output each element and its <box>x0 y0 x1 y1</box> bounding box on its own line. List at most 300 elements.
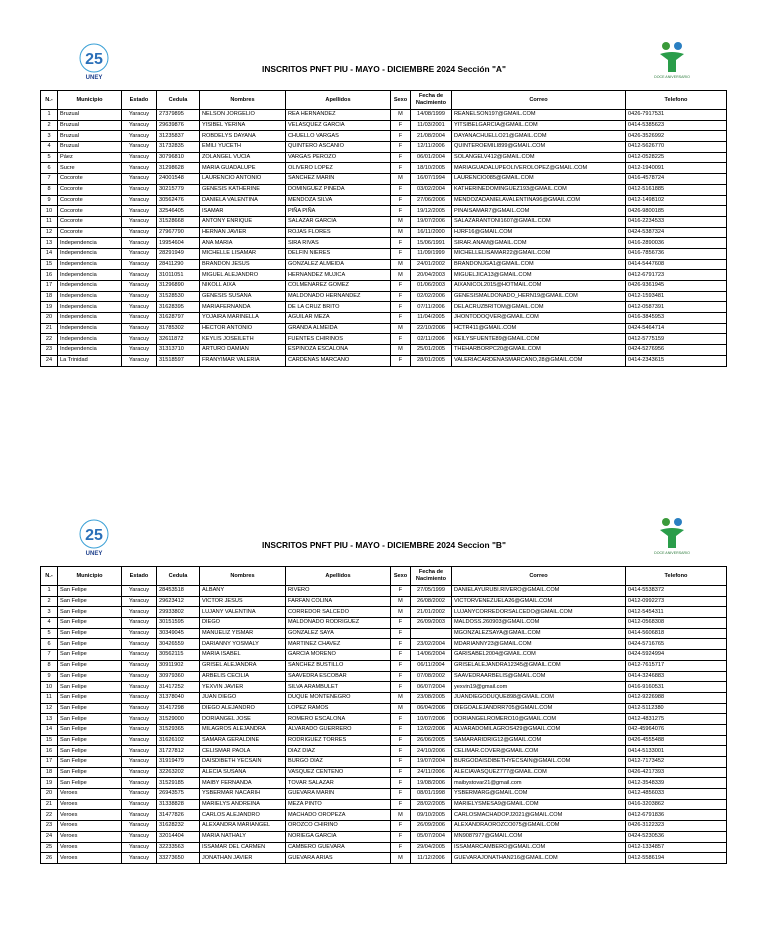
cell-municipio: Independencia <box>58 302 122 313</box>
cell-sexo: F <box>391 302 411 313</box>
cell-apellidos: GONZALEZ ALMEIDA <box>286 259 391 270</box>
cell-apellidos: HERNANDEZ MUJICA <box>286 270 391 281</box>
cell-num: 13 <box>41 238 58 249</box>
cell-num: 14 <box>41 724 58 735</box>
cell-telefono: 0426-3122323 <box>626 821 727 832</box>
table-row <box>41 778 727 789</box>
cell-num: 3 <box>41 607 58 618</box>
cell-num: 12 <box>41 703 58 714</box>
cell-telefono: 0412-5112380 <box>626 703 727 714</box>
cell-municipio: Páez <box>58 152 122 163</box>
table-row <box>41 259 727 270</box>
cell-municipio: Independencia <box>58 291 122 302</box>
cell-num: 16 <box>41 746 58 757</box>
cell-municipio: Cocorote <box>58 195 122 206</box>
cell-nombres: ALEXANDRA MARIANGEL <box>200 821 286 832</box>
cell-estado: Yaracuy <box>122 281 157 292</box>
cell-estado: Yaracuy <box>122 195 157 206</box>
cell-telefono: 0416-2234533 <box>626 216 727 227</box>
cell-num: 14 <box>41 248 58 259</box>
cell-num: 5 <box>41 152 58 163</box>
cell-sexo: M <box>391 227 411 238</box>
cell-apellidos: VARGAS PEROZO <box>286 152 391 163</box>
cell-apellidos: CORREDOR SALCEDO <box>286 607 391 618</box>
cell-telefono: 0424-5276956 <box>626 345 727 356</box>
logo-right-caption: DOCE ANIVERSARIO <box>654 551 690 555</box>
cell-fecha-nacimiento: 29/04/2005 <box>411 842 452 853</box>
cell-apellidos: LOPEZ RAMOS <box>286 703 391 714</box>
cell-telefono: 0412-4831275 <box>626 714 727 725</box>
cell-correo: PINAISAMAR7@GMAIL.COM <box>452 206 626 217</box>
cell-cedula: 31727812 <box>157 746 200 757</box>
cell-estado: Yaracuy <box>122 746 157 757</box>
cell-cedula: 31378040 <box>157 692 200 703</box>
cell-correo: GRISELALEJANDRA12345@GMAIL.COM <box>452 660 626 671</box>
cell-correo: MARIAGUADALUPEOLIVEROLOPEZ@GMAIL.COM <box>452 163 626 174</box>
cell-estado: Yaracuy <box>122 174 157 185</box>
cell-apellidos: RIVERO <box>286 586 391 597</box>
cell-estado: Yaracuy <box>122 334 157 345</box>
cell-sexo: F <box>391 355 411 366</box>
cell-apellidos: NORIEGA GARCIA <box>286 831 391 842</box>
cell-telefono: 0412-4856033 <box>626 789 727 800</box>
cell-fecha-nacimiento: 16/07/1994 <box>411 174 452 185</box>
cell-num: 22 <box>41 810 58 821</box>
cell-telefono: 0412-0587391 <box>626 302 727 313</box>
cell-nombres: MARIA NATHALY <box>200 831 286 842</box>
table-row <box>41 596 727 607</box>
cell-estado: Yaracuy <box>122 692 157 703</box>
cell-sexo: F <box>391 618 411 629</box>
cell-apellidos: GUEVARA MARIN <box>286 789 391 800</box>
cell-num: 5 <box>41 628 58 639</box>
column-header-sexo: Sexo <box>391 91 411 110</box>
cell-fecha-nacimiento: 06/11/2004 <box>411 660 452 671</box>
cell-cedula: 31011051 <box>157 270 200 281</box>
section-a-header-row <box>41 91 727 110</box>
cell-estado: Yaracuy <box>122 120 157 131</box>
cell-estado: Yaracuy <box>122 206 157 217</box>
cell-num: 1 <box>41 586 58 597</box>
cell-sexo: F <box>391 628 411 639</box>
table-row <box>41 248 727 259</box>
cell-estado: Yaracuy <box>122 650 157 661</box>
cell-cedula: 30911902 <box>157 660 200 671</box>
cell-telefono: 0414-5538372 <box>626 586 727 597</box>
cell-telefono: 0412-1334857 <box>626 842 727 853</box>
cell-estado: Yaracuy <box>122 628 157 639</box>
cell-fecha-nacimiento: 19/12/2005 <box>411 206 452 217</box>
cell-correo: KEILYSFUENTE89@GMAIL.COM <box>452 334 626 345</box>
cell-nombres: CELISMAR PAOLA <box>200 746 286 757</box>
logo-right-caption: DOCE ANIVERSARIO <box>654 75 690 79</box>
cell-fecha-nacimiento: 24/10/2006 <box>411 746 452 757</box>
cell-sexo: M <box>391 596 411 607</box>
cell-nombres: HECTOR ANTONIO <box>200 323 286 334</box>
cell-municipio: Independencia <box>58 345 122 356</box>
cell-estado: Yaracuy <box>122 671 157 682</box>
cell-num: 6 <box>41 639 58 650</box>
column-header-nombres: Nombres <box>200 91 286 110</box>
cell-num: 16 <box>41 270 58 281</box>
cell-cedula: 28291949 <box>157 248 200 259</box>
cell-municipio: San Felipe <box>58 596 122 607</box>
cell-correo: DORIANGELROMERO10@GMAIL.COM <box>452 714 626 725</box>
cell-correo: REANELSON197@GMAIL.COM <box>452 110 626 121</box>
cell-telefono: 0414-5447608 <box>626 259 727 270</box>
cell-telefono: 0412-5586194 <box>626 853 727 864</box>
cell-fecha-nacimiento: 20/04/2003 <box>411 270 452 281</box>
cell-sexo: F <box>391 152 411 163</box>
cell-cedula: 31528668 <box>157 216 200 227</box>
cell-telefono: 0426-9361945 <box>626 281 727 292</box>
cell-telefono: 0414-2343615 <box>626 355 727 366</box>
column-header-estado: Estado <box>122 91 157 110</box>
cell-sexo: M <box>391 810 411 821</box>
cell-correo: THEHARBORPC20@GMAIL.COM <box>452 345 626 356</box>
cell-nombres: KEYLIS JOSEILETH <box>200 334 286 345</box>
cell-telefono: 0424-5464714 <box>626 323 727 334</box>
cell-num: 23 <box>41 345 58 356</box>
cell-fecha-nacimiento: 05/07/2004 <box>411 831 452 842</box>
cell-sexo: F <box>391 238 411 249</box>
cell-telefono: 0412-7615717 <box>626 660 727 671</box>
cell-estado: Yaracuy <box>122 778 157 789</box>
cell-municipio: Veroes <box>58 789 122 800</box>
cell-fecha-nacimiento: 23/02/2004 <box>411 639 452 650</box>
cell-sexo: F <box>391 746 411 757</box>
cell-num: 22 <box>41 334 58 345</box>
cell-cedula: 31785302 <box>157 323 200 334</box>
cell-correo: SAMARARIDRIG12@GMAIL.COM <box>452 735 626 746</box>
cell-telefono: 0412-3548339 <box>626 778 727 789</box>
cell-num: 1 <box>41 110 58 121</box>
cell-num: 4 <box>41 618 58 629</box>
cell-sexo: F <box>391 650 411 661</box>
cell-estado: Yaracuy <box>122 821 157 832</box>
cell-nombres: MARIA ISABEL <box>200 650 286 661</box>
table-row <box>41 735 727 746</box>
cell-correo: DAYANACHUELLO21@GMAIL.COM <box>452 131 626 142</box>
column-header-correo: Correo <box>452 91 626 110</box>
cell-fecha-nacimiento: 22/10/2006 <box>411 323 452 334</box>
table-row <box>41 291 727 302</box>
cell-fecha-nacimiento: 19/08/2006 <box>411 778 452 789</box>
cell-cedula: 31628395 <box>157 302 200 313</box>
cell-fecha-nacimiento: 26/09/2006 <box>411 821 452 832</box>
cell-fecha-nacimiento: 06/04/2006 <box>411 703 452 714</box>
cell-telefono: 0412-6791723 <box>626 270 727 281</box>
cell-sexo: F <box>391 334 411 345</box>
cell-telefono: 0412-0568308 <box>626 618 727 629</box>
cell-nombres: GENESIS KATHERINE <box>200 184 286 195</box>
section-b-header-row <box>41 567 727 586</box>
cell-correo: HJRF16@GMAIL.COM <box>452 227 626 238</box>
cell-sexo: M <box>391 692 411 703</box>
cell-num: 24 <box>41 355 58 366</box>
cell-apellidos: OLIVERO LOPEZ <box>286 163 391 174</box>
cell-num: 8 <box>41 184 58 195</box>
cell-cedula: 33273650 <box>157 853 200 864</box>
cell-telefono: 0412-5626770 <box>626 142 727 153</box>
cell-sexo: F <box>391 714 411 725</box>
cell-estado: Yaracuy <box>122 184 157 195</box>
cell-sexo: F <box>391 778 411 789</box>
cell-estado: Yaracuy <box>122 313 157 324</box>
table-row <box>41 110 727 121</box>
cell-cedula: 31628232 <box>157 821 200 832</box>
cell-cedula: 31529000 <box>157 714 200 725</box>
cell-num: 20 <box>41 789 58 800</box>
cell-telefono: 0416-3203862 <box>626 799 727 810</box>
cell-cedula: 31296890 <box>157 281 200 292</box>
cell-municipio: Veroes <box>58 799 122 810</box>
cell-estado: Yaracuy <box>122 238 157 249</box>
column-header-num: N.- <box>41 91 58 110</box>
cell-municipio: Bruzual <box>58 131 122 142</box>
cell-nombres: YOJAIRA MARINELLA <box>200 313 286 324</box>
cell-cedula: 29623412 <box>157 596 200 607</box>
cell-cedula: 31529365 <box>157 724 200 735</box>
cell-fecha-nacimiento: 11/03/2001 <box>411 120 452 131</box>
cell-cedula: 28411290 <box>157 259 200 270</box>
cell-apellidos: SILVA ARAMBULET <box>286 682 391 693</box>
cell-correo: MIGUELJICA13@GMAIL.COM <box>452 270 626 281</box>
table-row <box>41 302 727 313</box>
cell-apellidos: MACHADO OROPEZA <box>286 810 391 821</box>
cell-municipio: San Felipe <box>58 650 122 661</box>
cell-apellidos: VELASQUEZ GARCIA <box>286 120 391 131</box>
cell-telefono: 0414-5133001 <box>626 746 727 757</box>
cell-nombres: ALECIA SUSANA <box>200 767 286 778</box>
cell-apellidos: ROMERO ESCALONA <box>286 714 391 725</box>
cell-telefono: 0412-1593481 <box>626 291 727 302</box>
cell-apellidos: VASQUEZ CENTENO <box>286 767 391 778</box>
cell-cedula: 29639876 <box>157 120 200 131</box>
cell-telefono: 0412-6791836 <box>626 810 727 821</box>
cell-fecha-nacimiento: 03/02/2004 <box>411 184 452 195</box>
column-header-num: N.- <box>41 567 58 586</box>
cell-municipio: Veroes <box>58 842 122 853</box>
column-header-municipio: Municipio <box>58 567 122 586</box>
cell-num: 25 <box>41 842 58 853</box>
cell-cedula: 31338828 <box>157 799 200 810</box>
cell-cedula: 30562115 <box>157 650 200 661</box>
cell-num: 11 <box>41 692 58 703</box>
table-row <box>41 724 727 735</box>
cell-apellidos: MEZA PINTO <box>286 799 391 810</box>
cell-num: 9 <box>41 195 58 206</box>
cell-correo: yexvin19@gmail.com <box>452 682 626 693</box>
cell-num: 9 <box>41 671 58 682</box>
cell-num: 24 <box>41 831 58 842</box>
cell-fecha-nacimiento: 08/01/1998 <box>411 789 452 800</box>
table-row <box>41 789 727 800</box>
cell-num: 20 <box>41 313 58 324</box>
cell-municipio: San Felipe <box>58 757 122 768</box>
table-row <box>41 671 727 682</box>
cell-num: 11 <box>41 216 58 227</box>
cell-nombres: DARIANNY YOSMALY <box>200 639 286 650</box>
cell-sexo: F <box>391 757 411 768</box>
cell-nombres: JONATHAN JAVIER <box>200 853 286 864</box>
cell-municipio: Independencia <box>58 259 122 270</box>
cell-apellidos: DIAZ DIAZ <box>286 746 391 757</box>
table-row <box>41 238 727 249</box>
cell-fecha-nacimiento: 26/09/2003 <box>411 618 452 629</box>
cell-estado: Yaracuy <box>122 799 157 810</box>
cell-sexo: F <box>391 671 411 682</box>
cell-correo: YITSIBELGARCIA@GMAIL.COM <box>452 120 626 131</box>
cell-telefono: 0416-3845953 <box>626 313 727 324</box>
logo-left-number: 25 <box>85 51 103 68</box>
cell-estado: Yaracuy <box>122 853 157 864</box>
cell-municipio: Cocorote <box>58 184 122 195</box>
cell-estado: Yaracuy <box>122 355 157 366</box>
cell-fecha-nacimiento: 21/08/2004 <box>411 131 452 142</box>
cell-nombres: GRISEL ALEJANDRA <box>200 660 286 671</box>
cell-municipio: San Felipe <box>58 735 122 746</box>
cell-correo: SAAVEDRAARBELIS@GMAIL.COM <box>452 671 626 682</box>
cell-municipio: Independencia <box>58 238 122 249</box>
cell-nombres: MANUELIZ YISMAR <box>200 628 286 639</box>
section-a-table <box>40 90 727 367</box>
cell-municipio: San Felipe <box>58 607 122 618</box>
cell-telefono: 0412-5161885 <box>626 184 727 195</box>
cell-num: 13 <box>41 714 58 725</box>
cell-nombres: HERNAN JAVIER <box>200 227 286 238</box>
cell-sexo: F <box>391 682 411 693</box>
cell-fecha-nacimiento: 02/02/2006 <box>411 291 452 302</box>
cell-num: 3 <box>41 131 58 142</box>
cell-num: 6 <box>41 163 58 174</box>
cell-municipio: San Felipe <box>58 692 122 703</box>
cell-municipio: Independencia <box>58 313 122 324</box>
cell-nombres: LAURENCIO ANTONIO <box>200 174 286 185</box>
cell-fecha-nacimiento: 10/07/2006 <box>411 714 452 725</box>
cell-fecha-nacimiento: 07/08/2002 <box>411 671 452 682</box>
table-row <box>41 607 727 618</box>
cell-fecha-nacimiento: 01/06/2003 <box>411 281 452 292</box>
cell-sexo: F <box>391 789 411 800</box>
cell-nombres: DIEGO <box>200 618 286 629</box>
column-header-apellidos: Apellidos <box>286 567 391 586</box>
column-header-correo: Correo <box>452 567 626 586</box>
cell-estado: Yaracuy <box>122 259 157 270</box>
cell-num: 7 <box>41 174 58 185</box>
cell-num: 12 <box>41 227 58 238</box>
table-row <box>41 810 727 821</box>
cell-telefono: 0424-5230536 <box>626 831 727 842</box>
cell-cedula: 31732835 <box>157 142 200 153</box>
cell-cedula: 30426559 <box>157 639 200 650</box>
cell-sexo: F <box>391 821 411 832</box>
table-row <box>41 799 727 810</box>
table-row <box>41 163 727 174</box>
cell-estado: Yaracuy <box>122 757 157 768</box>
cell-apellidos: SAAVEDRA ESCOBAR <box>286 671 391 682</box>
cell-estado: Yaracuy <box>122 842 157 853</box>
cell-fecha-nacimiento: 19/07/2006 <box>411 216 452 227</box>
cell-num: 18 <box>41 767 58 778</box>
column-header-fecha-nacimiento: Fecha de Nacimiento <box>411 91 452 110</box>
cell-sexo: F <box>391 248 411 259</box>
cell-num: 17 <box>41 757 58 768</box>
cell-telefono: 0416-4578724 <box>626 174 727 185</box>
cell-apellidos: OROZCO CHIRINO <box>286 821 391 832</box>
cell-telefono: 0412-5775159 <box>626 334 727 345</box>
cell-correo: maibystovar21@gmail.com <box>452 778 626 789</box>
cell-sexo: F <box>391 799 411 810</box>
column-header-sexo: Sexo <box>391 567 411 586</box>
cell-cedula: 32263202 <box>157 767 200 778</box>
cell-cedula: 31528530 <box>157 291 200 302</box>
table-row <box>41 323 727 334</box>
cell-num: 2 <box>41 120 58 131</box>
cell-apellidos: SANCHEZ BUSTILLO <box>286 660 391 671</box>
cell-correo: GUEVARAJONATHAN216@GMAIL.COM <box>452 853 626 864</box>
cell-fecha-nacimiento: 15/06/1991 <box>411 238 452 249</box>
cell-sexo: F <box>391 291 411 302</box>
cell-nombres: ANA MARIA <box>200 238 286 249</box>
cell-sexo: F <box>391 120 411 131</box>
table-row <box>41 216 727 227</box>
cell-fecha-nacimiento: 11/04/2005 <box>411 313 452 324</box>
cell-estado: Yaracuy <box>122 639 157 650</box>
cell-municipio: San Felipe <box>58 628 122 639</box>
cell-telefono: 0412-0992273 <box>626 596 727 607</box>
cell-telefono: 0416-7856736 <box>626 248 727 259</box>
table-row <box>41 831 727 842</box>
cell-fecha-nacimiento: 26/06/2005 <box>411 735 452 746</box>
cell-telefono: 0412-9226988 <box>626 692 727 703</box>
cell-telefono: 0414-5606818 <box>626 628 727 639</box>
cell-municipio: La Trinidad <box>58 355 122 366</box>
cell-correo: MGONZALEZSAYA@GMAIL.COM <box>452 628 626 639</box>
cell-sexo: F <box>391 195 411 206</box>
cell-correo: ALVARADOMILAGROS429@GMAIL.COM <box>452 724 626 735</box>
cell-fecha-nacimiento: 28/02/2005 <box>411 799 452 810</box>
table-row <box>41 821 727 832</box>
section-b-body <box>41 586 727 864</box>
table-row <box>41 184 727 195</box>
cell-correo: MENDOZADANIELAVALENTINA96@GMAIL.COM <box>452 195 626 206</box>
cell-cedula: 31313710 <box>157 345 200 356</box>
table-row <box>41 355 727 366</box>
table-row <box>41 152 727 163</box>
cell-cedula: 30151595 <box>157 618 200 629</box>
cell-correo: MN9087977@GMAIL.COM <box>452 831 626 842</box>
cell-apellidos: GRANDA ALMEIDA <box>286 323 391 334</box>
cell-correo: DELACRUZBRITOM@GMAIL.COM <box>452 302 626 313</box>
cell-cedula: 30562476 <box>157 195 200 206</box>
cell-fecha-nacimiento: 06/07/2004 <box>411 682 452 693</box>
cell-sexo: M <box>391 216 411 227</box>
cell-telefono: 0426-4555488 <box>626 735 727 746</box>
cell-sexo: M <box>391 345 411 356</box>
cell-telefono: 0414-3246883 <box>626 671 727 682</box>
cell-nombres: MILAGROS ALEJANDRA <box>200 724 286 735</box>
cell-num: 26 <box>41 853 58 864</box>
cell-sexo: F <box>391 184 411 195</box>
cell-sexo: F <box>391 142 411 153</box>
doce-aniversario-logo-icon <box>654 40 690 80</box>
cell-correo: MICHELLELISAMAR22@GMAIL.COM <box>452 248 626 259</box>
cell-estado: Yaracuy <box>122 618 157 629</box>
cell-apellidos: MENDOZA SILVA <box>286 195 391 206</box>
cell-telefono: 0416-9160531 <box>626 682 727 693</box>
section-a-body <box>41 110 727 367</box>
